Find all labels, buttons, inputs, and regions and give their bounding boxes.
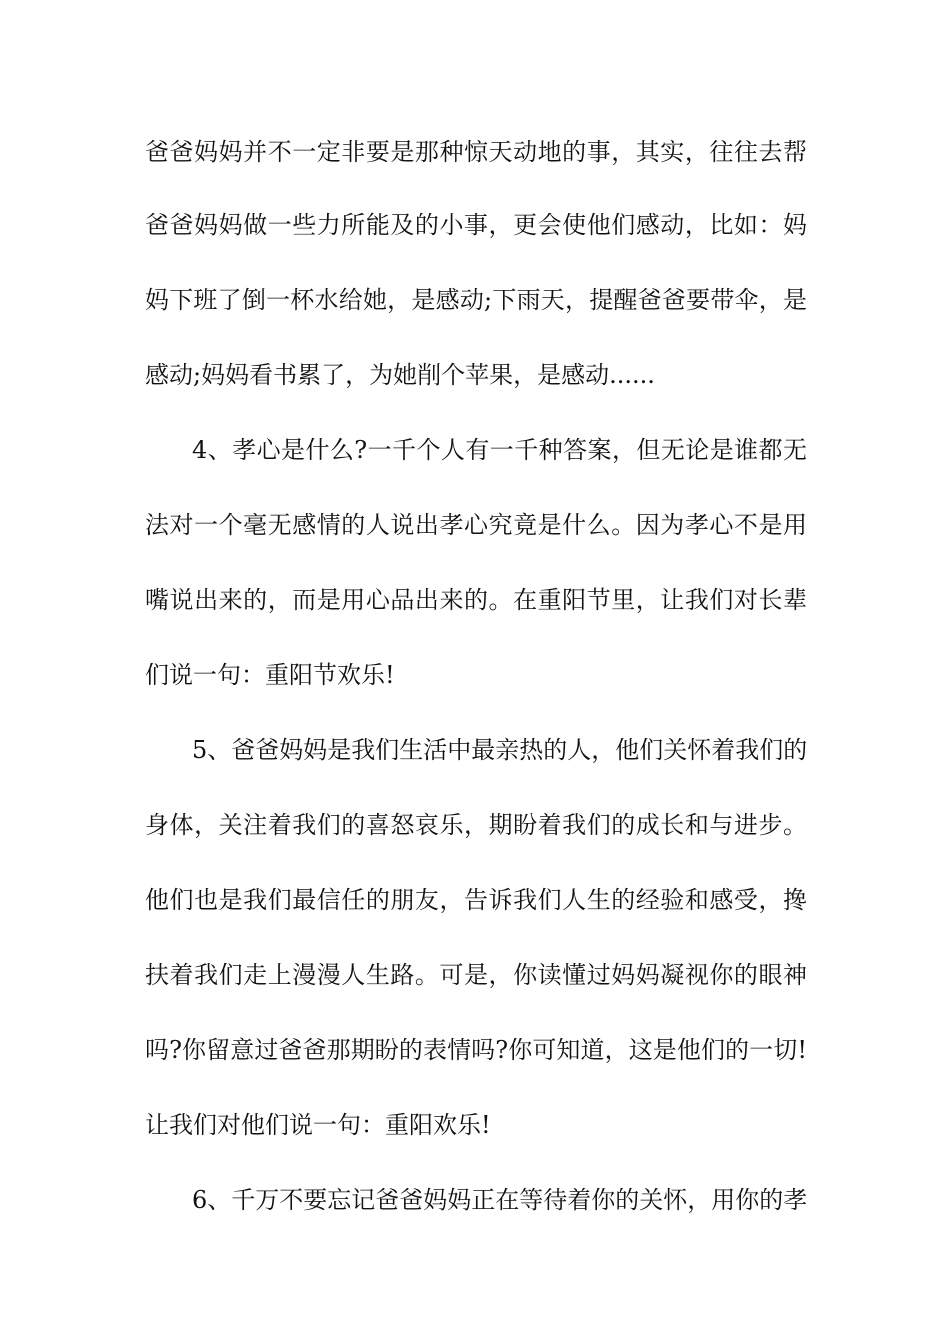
text-line: 吗?你留意过爸爸那期盼的表情吗?你可知道，这是他们的一切!	[145, 1036, 807, 1064]
text-line: 让我们对他们说一句：重阳欢乐!	[145, 1111, 491, 1139]
text-line: 法对一个毫无感情的人说出孝心究竟是什么。因为孝心不是用	[145, 511, 807, 539]
text-line: 身体，关注着我们的喜怒哀乐，期盼着我们的成长和与进步。	[145, 811, 807, 839]
paragraph-4-first-line: 4、孝心是什么?一千个人有一千种答案，但无论是谁都无	[192, 436, 807, 464]
text-line: 他们也是我们最信任的朋友，告诉我们人生的经验和感受，搀	[145, 886, 807, 914]
text-line: 爸爸妈妈并不一定非要是那种惊天动地的事，其实，往往去帮	[145, 138, 807, 166]
text-line: 扶着我们走上漫漫人生路。可是，你读懂过妈妈凝视你的眼神	[145, 961, 807, 989]
text-line: 嘴说出来的，而是用心品出来的。在重阳节里，让我们对长辈	[145, 586, 807, 614]
text-line: 们说一句：重阳节欢乐!	[145, 661, 395, 689]
text-line: 感动;妈妈看书累了，为她削个苹果，是感动......	[145, 361, 655, 389]
paragraph-5-first-line: 5、爸爸妈妈是我们生活中最亲热的人，他们关怀着我们的	[192, 736, 807, 764]
text-line: 妈下班了倒一杯水给她，是感动;下雨天，提醒爸爸要带伞，是	[145, 286, 807, 314]
text-line: 爸爸妈妈做一些力所能及的小事，更会使他们感动，比如：妈	[145, 211, 807, 239]
paragraph-6-first-line: 6、千万不要忘记爸爸妈妈正在等待着你的关怀，用你的孝	[192, 1186, 807, 1214]
